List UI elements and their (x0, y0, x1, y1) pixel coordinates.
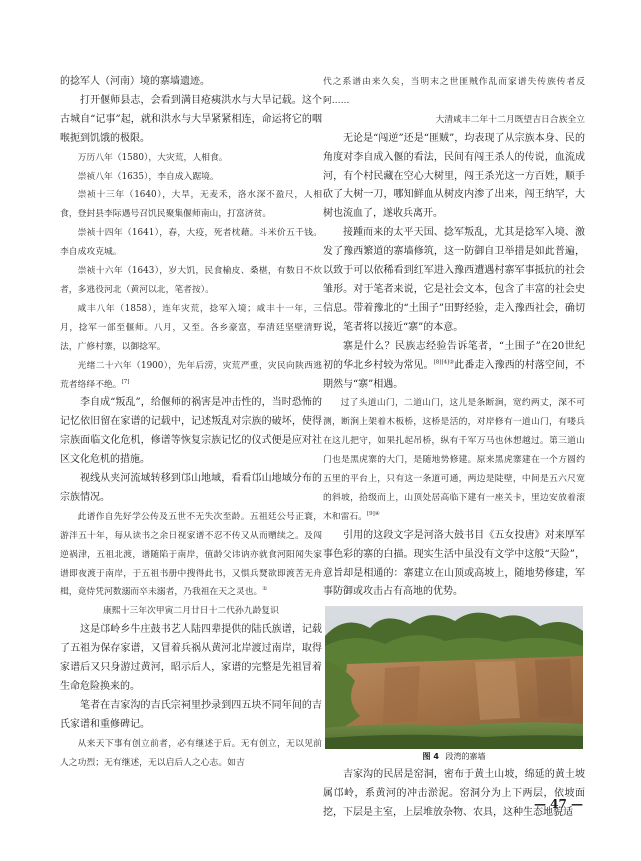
footnote-ref: ① (262, 586, 268, 593)
figure-caption (323, 751, 585, 763)
chronicle-quote: 咸丰八年（1858），连年灾荒，捻军入境；咸丰十一年，三月，捻军一部至偃师。八月，又至。各乡豪富，奉清廷坚壁清野法，广修村寨，以御捻军。 (60, 303, 322, 352)
genealogy-quote: 从来天下事有创立前者，必有继述于后。无有创立，无以见前人之功烈；无有继述，无以启后人之心志。如吉 (60, 738, 322, 768)
footnote-ref: [7] (121, 378, 130, 385)
chronicle-quote: 崇祯十四年（1641），春，大疫，死者枕藉。斗米价五千钱。李自成攻克城。 (60, 228, 322, 258)
village-wall-photo (325, 606, 583, 749)
chronicle-quote: 万历八年（1580），大灾荒，人相食。 (77, 152, 228, 163)
footnote-ref: [9]④ (367, 510, 380, 517)
genealogy-quote: 代之系谱由来久矣，当明末之世匪贼作乱而家谱失传族传者反阿…… (323, 77, 585, 106)
figure-label: 图 4 (422, 752, 439, 762)
paragraph: 视线从夹河流域转移到邙山地域，看看邙山地域分布的宗族情况。 (60, 473, 322, 503)
paragraph: 这是邙岭乡牛庄鼓书艺人陆四辈提供的陆氏族谱，记载了五祖为保存家谱，又冒着兵祸从黄河北岸渡过南岸，取得家谱后又只身游过黄河，昭示后人，家谱的完整是先祖冒着生命危险换来的。 (60, 624, 322, 692)
paragraph: 的捻军人（河南）境的寨墙遗迹。 (60, 76, 210, 87)
paragraph: 笔者在吉家沟的吉氏宗祠里抄录到四五块不同年间的吉氏家谱和重修碑记。 (60, 699, 322, 730)
quote-text: 光绪二十六年（1900），先年后涝，灾荒严重，灾民向陕西逃荒者络绎不绝。 (60, 360, 322, 390)
chronicle-quote (60, 357, 322, 395)
chronicle-quote: 崇祯八年（1635），李自成入踞境。 (77, 171, 219, 182)
quote-text: 过了头道山门，二道山门，这儿是条断涧，宽约两丈，深不可测，断涧上架着木板桥，这桥是活的，对岸修有一道山门，有喽兵在这儿把守，如果扎起吊桥，纵有千军万马也休想越过。第三道山门也是黑虎寨的大门，是随地势修建。原来黑虎寨建在一个方圆约五里的平台上，只有这一条道可通，两边是陡壁，中间是五六尺宽的斜坡，拾级而上，山顶处居高临下建有一座关卡，里边安放着滚木和雷石。 (323, 398, 585, 522)
paragraph-text: 寨是什么？民族志经验告诉笔者，“土围子”在20世纪初的华北乡村较为常见。 (323, 340, 585, 371)
paragraph (323, 338, 585, 395)
right-column (323, 73, 585, 823)
quote-signature: 大清咸丰二年十二月既望吉日合族全立 (435, 114, 585, 125)
genealogy-quote (60, 508, 322, 603)
chronicle-quote: 崇祯十三年（1640），大旱，无麦禾，洛水深不盈尺，人相食，登封县李际遇号召饥民聚集偃师南山，打富济贫。 (60, 190, 322, 220)
footnote-ref: [8][4]② (433, 359, 455, 366)
paragraph: 打开偃师县志，会看到满目疮痍洪水与大旱记载。这个古城自“记事”起，就和洪水与大旱紧紧相连，命运将它的咽喉扼到饥饿的极限。 (60, 94, 322, 144)
paragraph: 吉家沟的民居是窑洞，密布于黄土山坡，绵延的黄土坡属邙岭，系黄河的冲击淤泥。窑洞分为上下两层，依坡面挖，下层是主室，上层堆放杂物、农具，这种生态地貌适 (323, 769, 585, 819)
paragraph-text: 此番走入豫西的村落空间，不期然与“寨”相遇。 (323, 359, 586, 390)
paragraph: 引用的这段文字是河洛大鼓书目《五女投唐》对来厚军事色彩的寨的白描。现实生活中虽没有文学中这般“天险”，意旨却是相通的：寨建立在山顶或高坡上，随地势修建，军事防御或攻击占有高地的优势。 (323, 529, 585, 598)
paragraph: 接踵而来的太平天国、捻军叛乱，尤其是捻军入境、激发了豫西繁道的寨墙修筑，这一防御自卫举措是如此普遍，以致于可以依稀看到红军进入豫西遭遇村寨军事抵抗的社会雏形。对于笔者来说，它是社会文本，包含了丰富的社会史信息。带着豫北的“土围子”田野经验，走入豫西社会，确切说，笔者将以接近“寨”的本意。 (323, 227, 585, 333)
figure (323, 606, 585, 763)
paragraph: 李自成“叛乱”，给偃师的祸害是冲击性的，当时恐怖的记忆依旧留在家谱的记载中，记述叛乱对宗族的破坏，使得宗族面临文化危机，修谱等恢复宗族记忆的仪式便是应对社区文化危机的措施。 (60, 397, 322, 466)
quote-signature: 康熙十三年次甲寅二月廿日十二代孙九龄复识 (103, 606, 279, 617)
page-number: — 47 — (534, 797, 584, 811)
figure-title: 段湾的寨墙 (445, 752, 486, 762)
paragraph: 无论是“闯逆”还是“匪贼”，均表现了从宗族本身、民的角度对李自成入偃的看法，民间有闯王杀人的传说，血流成河，有个村民藏在空心大树里，闯王杀光这一方百姓，顺手砍了大树一刀，哪知鲜血从树皮内渗了出来，闯王纳罕，大树也流血了，遂收兵离开。 (323, 132, 585, 220)
left-column (60, 73, 322, 773)
chronicle-quote: 崇祯十六年（1643），岁大饥，民食榆皮、桑椹，有数日不炊者，多逃役河北（黄河以北，笔者按）。 (60, 266, 322, 295)
drum-song-quote (323, 394, 585, 526)
quote-text: 此谱作自先好学公传及五世不无失次至龄。五祖廷公号正寰，游泮五十年，每从读书之余日视家谱不忍不传又从而赠续之。及闯逆祸津，五祖北渡，谱随陷于南岸，值龄父讳讷亦就食河阳闻失家谱即夜渡于南岸，于五祖书册中搜得此书，又惧兵燹欲即渡苦无舟楫，竟侍凭河数溺而卒未溺者，乃我祖在天之灵也。 (60, 511, 322, 598)
